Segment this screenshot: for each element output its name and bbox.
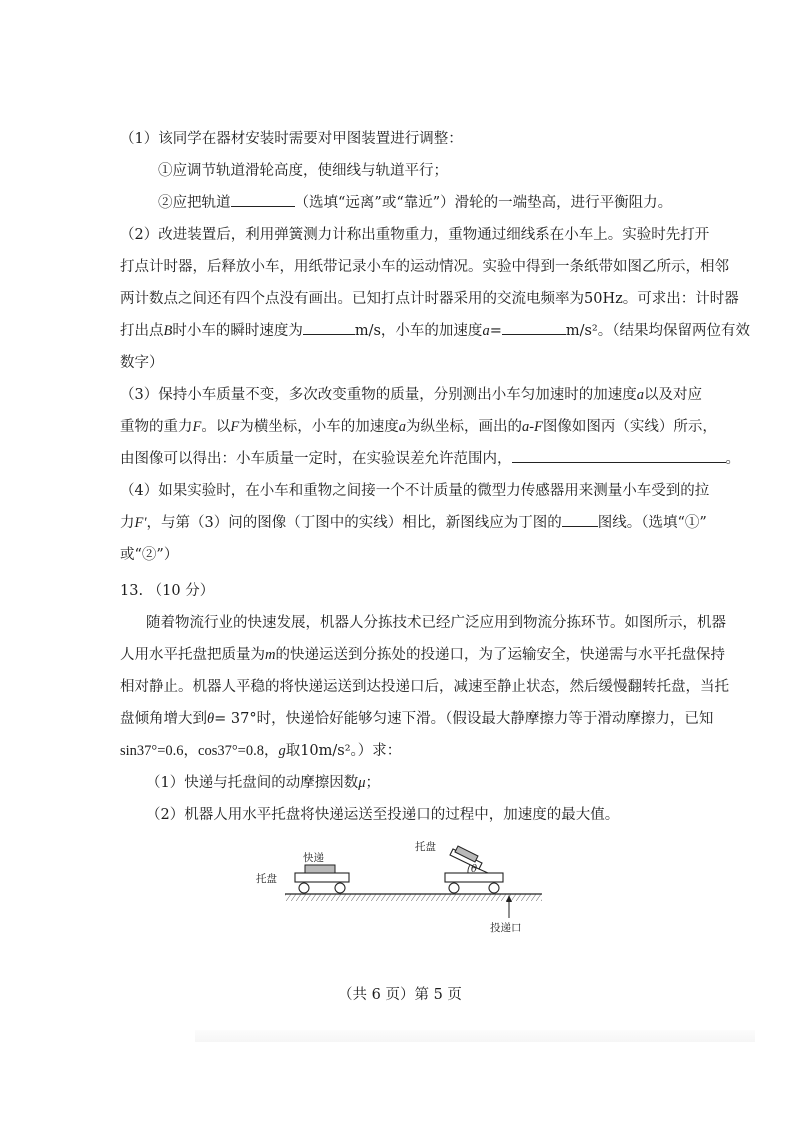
force-symbol: F [192, 419, 202, 435]
answer-blank-conclusion[interactable] [512, 448, 726, 463]
answer-blank-graph[interactable] [562, 512, 598, 527]
q13-line3: 相对静止。机器人平稳的将快递运送到达投递口后，减速至静止状态，然后缓慢翻转托盘，当托 [120, 679, 729, 695]
q12-part1-item2 [158, 192, 672, 214]
page-footer: （共 6 页）第 5 页 [338, 987, 462, 1003]
text-segment: 打出点 [120, 323, 164, 339]
q12-part1-title: （1）该同学在器材安装时需要对甲图装置进行调整： [120, 131, 463, 147]
text-segment: 以及对应 [643, 387, 702, 403]
q12-part3-line1 [120, 384, 702, 406]
q12-part1-item2-post: （选填“远离”或“靠近”）滑轮的一端垫高，进行平衡阻力。 [294, 195, 673, 211]
text-segment: 为横坐标，小车的加速度 [239, 419, 399, 435]
label-tray-left: 托盘 [256, 873, 277, 885]
accel-symbol: a [636, 387, 644, 403]
text-segment: m/s，小车的加速度 [354, 323, 483, 339]
answer-blank-acceleration[interactable] [502, 320, 566, 335]
label-theta: θ [471, 864, 478, 875]
parcel-box [305, 865, 335, 873]
left-wheel [449, 883, 459, 893]
q12-part1-item1: ①应调节轨道滑轮高度，使细线与轨道平行； [158, 163, 448, 179]
mass-symbol: m [265, 647, 276, 663]
q12-part2-line4 [120, 320, 750, 342]
q12-part1-item2-pre: ②应把轨道 [158, 195, 231, 211]
gravity-symbol: g [278, 743, 286, 759]
right-wheel [335, 883, 345, 893]
ground-hatching [285, 894, 542, 901]
force-prime-symbol: F′ [134, 515, 147, 531]
accel-symbol: a [482, 323, 490, 339]
q12-part2-line5: 数字） [120, 355, 164, 371]
text-segment: 力 [120, 515, 135, 531]
left-tray [295, 873, 349, 882]
text-segment: 取10m/s²。）求： [285, 743, 402, 759]
text-segment: 由图像可以得出：小车质量一定时，在实验误差允许范围内， [120, 451, 512, 467]
theta-symbol: θ [207, 711, 215, 727]
q12-part2-line2: 打点计时器，后释放小车，用纸带记录小车的运动情况。实验中得到一条纸带如图乙所示，相邻 [120, 259, 729, 275]
text-segment: 重物的重力 [120, 419, 193, 435]
text-segment: 盘倾角增大到 [120, 711, 207, 727]
q12-part4-line1: （4）如果实验时，在小车和重物之间接一个不计质量的微型力传感器用来测量小车受到的拉 [120, 483, 710, 499]
answer-blank-velocity[interactable] [303, 320, 355, 335]
force-symbol: F [230, 419, 240, 435]
text-segment: 的快递运送到分拣处的投递口，为了运输安全，快递需与水平托盘保持 [275, 647, 725, 663]
text-segment: 。 [725, 451, 740, 467]
label-parcel: 快递 [303, 852, 324, 864]
angle-arc [468, 865, 470, 873]
text-segment: 。以 [201, 419, 231, 435]
label-outlet: 投递口 [490, 922, 522, 934]
q12-part3-line3 [120, 448, 740, 470]
text-segment: （1）快递与托盘间的动摩擦因数 [146, 775, 359, 791]
text-segment: 为纵坐标，画出的 [405, 419, 522, 435]
point-b-label: B [163, 323, 173, 339]
text-segment: = [489, 323, 502, 339]
q12-part2-line1: （2）改进装置后，利用弹簧测力计称出重物重力，重物通过细线系在小车上。实验时先打开 [120, 227, 710, 243]
text-segment: ，与第（3）问的图像（丁图中的实线）相比，新图线应为丁图的 [146, 515, 562, 531]
left-robot [295, 865, 349, 893]
text-segment: sin37°=0.6，cos37°=0.8， [120, 743, 279, 759]
q12-part2-line3: 两计数点之间还有四个点没有画出。已知打点计时器采用的交流电频率为50Hz。可求出：计时器 [120, 291, 739, 307]
scan-shadow [195, 1030, 755, 1042]
q13-subquestion-1 [146, 772, 380, 794]
graph-name: a-F [521, 419, 543, 435]
text-segment: （3）保持小车质量不变，多次改变重物的质量，分别测出小车匀加速时的加速度 [120, 387, 637, 403]
text-segment: ； [365, 775, 381, 791]
q12-part4-line3: 或“②”） [120, 547, 179, 563]
mu-symbol: μ [358, 775, 366, 791]
q13-subquestion-2: （2）机器人用水平托盘将快递运送至投递口的过程中，加速度的最大值。 [146, 807, 620, 823]
text-segment: 图线。（选填“①” [597, 515, 707, 531]
robot-sorting-figure [250, 838, 550, 938]
q13-line5 [120, 740, 401, 762]
accel-symbol: a [398, 419, 406, 435]
q13-line1: 随着物流行业的快速发展，机器人分拣技术已经广泛应用到物流分拣环节。如图所示，机器 [146, 615, 726, 631]
q12-part4-line2 [120, 512, 707, 534]
tray-support [479, 869, 488, 873]
q13-line4 [120, 708, 713, 730]
text-segment: 人用水平托盘把质量为 [120, 647, 265, 663]
right-wheel [489, 883, 499, 893]
text-segment: = 37°时，快递恰好能够匀速下滑。（假设最大静摩擦力等于滑动摩擦力，已知 [214, 711, 714, 727]
q12-part3-line2 [120, 416, 717, 438]
text-segment: 时小车的瞬时速度为 [172, 323, 303, 339]
q13-line2 [120, 644, 725, 666]
label-tray-right: 托盘 [415, 841, 436, 853]
q13-header: 13. （10 分） [120, 583, 215, 599]
text-segment: 图像如图丙（实线）所示， [542, 419, 717, 435]
answer-blank-1[interactable] [231, 192, 295, 207]
left-wheel [299, 883, 309, 893]
text-segment: m/s²。（结果均保留两位有效 [565, 323, 750, 339]
